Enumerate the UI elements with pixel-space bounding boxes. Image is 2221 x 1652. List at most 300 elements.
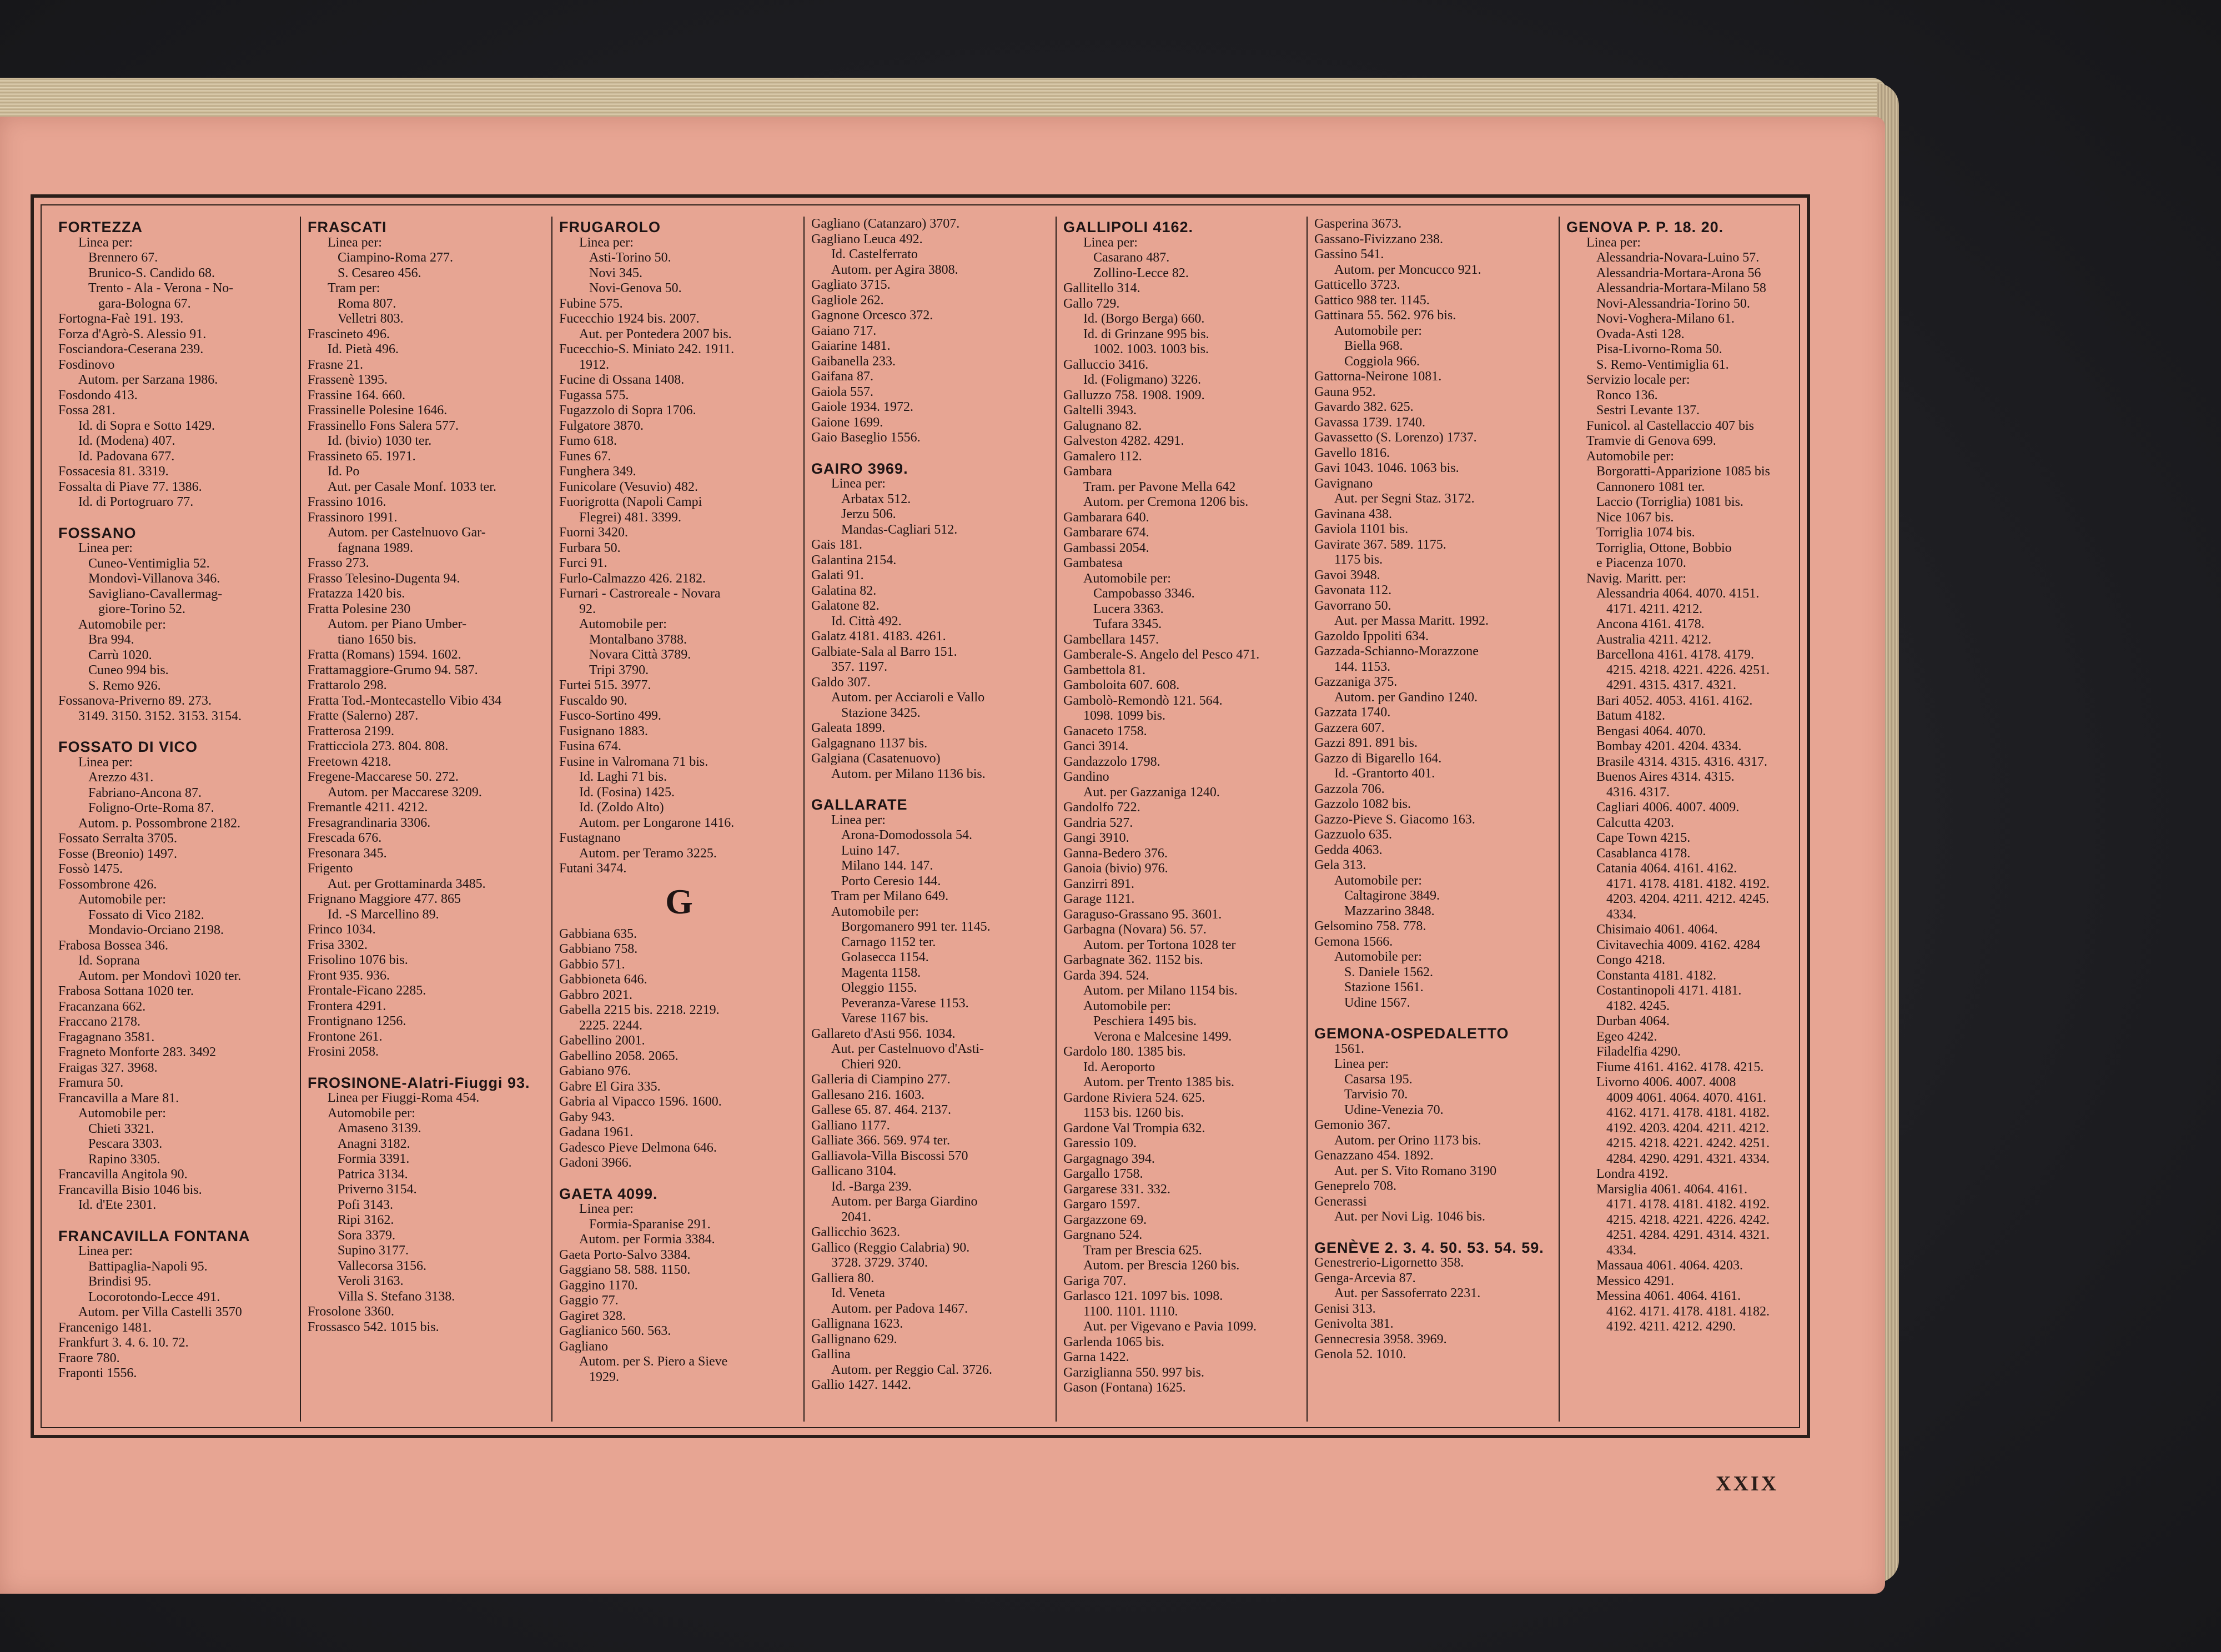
index-entry: Gardolo 180. 1385 bis. (1063, 1045, 1186, 1059)
index-entry: Id. Aeroporto (1083, 1060, 1155, 1074)
index-entry: Chieri 920. (841, 1057, 901, 1072)
index-entry: Gabiano 976. (559, 1064, 631, 1078)
index-entry: Novi-Genova 50. (589, 281, 682, 295)
index-entry: Gabbiano 758. (559, 942, 638, 956)
index-entry: Gavi 1043. 1046. 1063 bis. (1314, 461, 1459, 475)
index-entry: Gaiano 717. (811, 323, 877, 338)
index-entry: Frasso 273. (308, 556, 369, 570)
index-entry: Marsiglia 4061. 4064. 4161. (1596, 1182, 1747, 1197)
index-entry: Funghera 349. (559, 464, 636, 479)
index-entry: Frattamaggiore-Grumo 94. 587. (308, 662, 478, 677)
index-entry: Gambassi 2054. (1063, 540, 1149, 555)
index-entry: Furtei 515. 3977. (559, 678, 651, 692)
index-entry: 4215. 4218. 4221. 4242. 4251. (1606, 1136, 1770, 1151)
index-entry: Aut. per Gazzaniga 1240. (1083, 785, 1220, 800)
index-entry: Aut. per Segni Staz. 3172. (1334, 491, 1475, 506)
index-entry: 4171. 4211. 4212. (1606, 601, 1703, 616)
index-entry: Magenta 1158. (841, 965, 921, 980)
index-entry: 2041. (841, 1209, 871, 1224)
index-entry: Fracanzana 662. (58, 999, 146, 1014)
index-entry: Id. Castelferrato (831, 247, 918, 262)
index-entry: Linea per: (1334, 1057, 1389, 1071)
index-entry: Calcutta 4203. (1596, 815, 1674, 830)
index-entry: Peschiera 1495 bis. (1093, 1014, 1197, 1028)
index-entry: Fiume 4161. 4162. 4178. 4215. (1596, 1060, 1764, 1074)
index-entry: Fossombrone 426. (58, 877, 157, 892)
entry-heading: FORTEZZA (58, 219, 143, 235)
index-entry: Fregene-Maccarese 50. 272. (308, 770, 459, 784)
index-entry: Gallicchio 3623. (811, 1225, 900, 1239)
index-entry: Id. -Grantorto 401. (1334, 766, 1435, 781)
index-entry: 1002. 1003. 1003 bis. (1093, 342, 1209, 356)
index-entry: Linea per: (1586, 235, 1641, 250)
index-entry: Aut. per Vigevano e Pavia 1099. (1083, 1319, 1257, 1334)
entry-heading: FROSINONE-Alatri-Fiuggi 93. (308, 1074, 530, 1091)
index-entry: Casarsa 195. (1344, 1072, 1413, 1087)
index-entry: Id. (bivio) 1030 ter. (328, 434, 432, 448)
index-entry: Francavilla Bisio 1046 bis. (58, 1182, 202, 1197)
index-entry: Autom. per Milano 1154 bis. (1083, 983, 1238, 998)
index-entry: Galatone 82. (811, 599, 880, 613)
index-entry: Gavignano (1314, 476, 1373, 491)
index-entry: Fuorni 3420. (559, 525, 629, 540)
index-entry: Messico 4291. (1596, 1273, 1674, 1288)
index-entry: Galdo 307. (811, 675, 871, 690)
index-entry: Galati 91. (811, 568, 864, 583)
index-entry: Oleggio 1155. (841, 981, 917, 995)
index-entry: Gazzola 706. (1314, 781, 1385, 796)
index-entry: Gallio 1427. 1442. (811, 1378, 911, 1392)
index-entry: Gattorna-Neirone 1081. (1314, 369, 1442, 384)
index-entry: Gemona 1566. (1314, 934, 1393, 949)
index-entry: Brindisi 95. (88, 1274, 152, 1289)
index-entry: Galatina 82. (811, 583, 877, 598)
index-entry: Gabre El Gira 335. (559, 1079, 661, 1094)
index-entry: Gagnone Orcesco 372. (811, 308, 933, 323)
index-entry: Bombay 4201. 4204. 4334. (1596, 739, 1742, 754)
index-entry: Fortogna-Faè 191. 193. (58, 312, 184, 326)
index-entry: Casarano 487. (1093, 250, 1170, 265)
index-entry: Linea per Fiuggi-Roma 454. (328, 1091, 480, 1105)
index-entry: Frescada 676. (308, 831, 382, 845)
index-entry: Fragagnano 3581. (58, 1030, 155, 1045)
spacer (58, 510, 296, 523)
index-entry: Cuneo-Ventimiglia 52. (88, 556, 210, 571)
index-entry: Id. -S Marcellino 89. (328, 907, 439, 922)
index-entry: Luino 147. (841, 843, 900, 858)
index-entry: Roma 807. (338, 296, 396, 311)
index-entry: Gazzo-Pieve S. Giacomo 163. (1314, 812, 1475, 827)
index-entry: Gabbiana 635. (559, 926, 637, 941)
index-column (1559, 217, 1797, 1422)
index-entry: Borgomanero 991 ter. 1145. (841, 920, 991, 934)
index-entry: Francavilla Angitola 90. (58, 1167, 188, 1182)
spacer (1314, 1011, 1554, 1023)
index-entry: Ancona 4161. 4178. (1596, 617, 1705, 631)
index-entry: Milano 144. 147. (841, 858, 933, 873)
index-entry: Cape Town 4215. (1596, 831, 1691, 845)
index-entry: Fusina 674. (559, 739, 622, 754)
index-entry: fagnana 1989. (338, 540, 413, 555)
index-entry: 4171. 4178. 4181. 4182. 4192. (1606, 876, 1770, 891)
index-entry: 3149. 3150. 3152. 3153. 3154. (78, 709, 242, 724)
index-entry: Brunico-S. Candido 68. (88, 265, 215, 280)
index-entry: Gazoldo Ippoliti 634. (1314, 629, 1429, 644)
index-entry: Id. (Borgo Berga) 660. (1083, 312, 1205, 326)
index-entry: Gadoni 3966. (559, 1156, 632, 1170)
index-entry: Tramvie di Genova 699. (1586, 434, 1716, 448)
index-entry: Fraccano 2178. (58, 1015, 140, 1029)
index-entry: Brennero 67. (88, 250, 158, 265)
index-entry: Novara Città 3789. (589, 647, 691, 662)
index-column (300, 217, 547, 1422)
index-entry: Funicol. al Castellaccio 407 bis (1586, 418, 1754, 433)
index-entry: Gattinara 55. 562. 976 bis. (1314, 308, 1456, 323)
index-entry: Carnago 1152 ter. (841, 935, 936, 950)
index-entry: Furlo-Calmazzo 426. 2182. (559, 571, 706, 586)
index-entry: Galeata 1899. (811, 721, 886, 735)
index-entry: Autom. per Sarzana 1986. (78, 373, 218, 387)
index-entry: Garlasco 121. 1097 bis. 1098. (1063, 1289, 1223, 1303)
index-entry: Frattarolo 298. (308, 678, 387, 692)
index-entry: Alessandria-Mortara-Arona 56 (1596, 265, 1761, 280)
index-entry: Gaggiano 58. 588. 1150. (559, 1263, 691, 1277)
index-entry: Flegrei) 481. 3399. (579, 510, 681, 525)
index-entry: Galluccio 3416. (1063, 357, 1149, 372)
index-entry: Gabbioneta 646. (559, 972, 647, 987)
index-entry: Udine 1567. (1344, 995, 1410, 1010)
index-entry: S. Daniele 1562. (1344, 965, 1433, 980)
index-entry: Galatz 4181. 4183. 4261. (811, 629, 946, 644)
index-entry: Gallareto d'Asti 956. 1034. (811, 1026, 956, 1041)
index-entry: Id. Veneta (831, 1286, 885, 1300)
index-entry: Automobile per: (831, 904, 919, 919)
spacer (1314, 1225, 1554, 1237)
index-entry: Gambara (1063, 464, 1112, 479)
index-entry: 1098. 1099 bis. (1083, 709, 1166, 723)
index-entry: Bengasi 4064. 4070. (1596, 724, 1706, 739)
index-entry: Automobile per: (1334, 873, 1422, 888)
index-entry: Anagni 3182. (338, 1136, 410, 1151)
index-entry: Aut. per Casale Monf. 1033 ter. (328, 479, 496, 494)
index-entry: Gallico (Reggio Calabria) 90. (811, 1240, 970, 1255)
index-entry: Stazione 1561. (1344, 980, 1424, 995)
index-entry: Fossato Serralta 3705. (58, 831, 177, 846)
index-entry: Montalbano 3788. (589, 632, 687, 647)
index-entry: Autom. per Longarone 1416. (579, 815, 735, 830)
entry-heading: GENOVA P. P. 18. 20. (1566, 219, 1724, 235)
index-entry: Generassi (1314, 1194, 1367, 1209)
index-entry: Fusine in Valromana 71 bis. (559, 754, 708, 769)
index-entry: Novi-Voghera-Milano 61. (1596, 312, 1735, 326)
index-entry: Gagliato 3715. (811, 278, 891, 292)
index-entry: Buenos Aires 4314. 4315. (1596, 770, 1735, 784)
index-entry: Genazzano 454. 1892. (1314, 1148, 1434, 1163)
entry-heading: FRASCATI (308, 219, 387, 235)
index-entry: Arbatax 512. (841, 491, 911, 506)
index-entry: Australia 4211. 4212. (1596, 632, 1712, 647)
index-entry: Frassenè 1395. (308, 373, 388, 387)
index-entry: Id. di Sopra e Sotto 1429. (78, 418, 215, 433)
entry-heading: GALLARATE (811, 796, 908, 813)
index-entry: 92. (579, 601, 596, 616)
index-entry: Caltagirone 3849. (1344, 888, 1440, 903)
index-entry: Ciampino-Roma 277. (338, 250, 453, 265)
index-entry: Fresonara 345. (308, 846, 387, 861)
index-entry: Autom. per Mondovì 1020 ter. (78, 968, 242, 983)
entry-heading: FOSSANO (58, 524, 137, 541)
index-entry: Tram per Brescia 625. (1083, 1243, 1202, 1258)
index-entry: Fresagrandinaria 3306. (308, 815, 431, 830)
index-entry: 1175 bis. (1334, 553, 1383, 567)
index-entry: Gabria al Vipacco 1596. 1600. (559, 1094, 722, 1109)
index-entry: Forza d'Agrò-S. Alessio 91. (58, 327, 207, 342)
index-entry: Varese 1167 bis. (841, 1011, 929, 1026)
index-entry: Automobile per: (1083, 998, 1171, 1013)
index-entry: Autom. per Agira 3808. (831, 262, 958, 277)
index-entry: Gambarare 674. (1063, 525, 1149, 540)
index-entry: Fratte (Salerno) 287. (308, 709, 419, 723)
index-entry: Garbagnate 362. 1152 bis. (1063, 953, 1203, 967)
index-entry: Autom. per Villa Castelli 3570 (78, 1305, 242, 1319)
index-entry: Autom. per Brescia 1260 bis. (1083, 1258, 1240, 1273)
index-entry: Gargarese 331. 332. (1063, 1182, 1170, 1197)
index-entry: Autom. per Teramo 3225. (579, 846, 717, 861)
index-entry: Autom. per Acciaroli e Vallo (831, 690, 985, 705)
index-entry: Tram per: (328, 281, 380, 295)
index-entry: 4192. 4211. 4212. 4290. (1606, 1319, 1736, 1334)
index-entry: Fusignano 1883. (559, 724, 649, 739)
index-entry: S. Cesareo 456. (338, 265, 421, 280)
index-entry: Carrù 1020. (88, 647, 152, 662)
index-entry: Id. (Modena) 407. (78, 434, 175, 448)
spacer (58, 1213, 296, 1226)
index-entry: Gandino (1063, 770, 1109, 784)
index-table (31, 194, 1810, 1438)
index-entry: Id. Pietà 496. (328, 342, 399, 356)
index-entry: Gela 313. (1314, 858, 1366, 872)
index-entry: Autom. per Barga Giardino (831, 1194, 978, 1209)
index-entry: Cuneo 994 bis. (88, 663, 169, 677)
index-entry: Front 935. 936. (308, 968, 390, 983)
index-entry: Fraponti 1556. (58, 1366, 137, 1380)
index-entry: Gaglianico 560. 563. (559, 1324, 671, 1338)
index-entry: Futani 3474. (559, 861, 627, 876)
index-entry: 4334. (1606, 1243, 1636, 1258)
index-entry: Londra 4192. (1596, 1167, 1669, 1181)
index-entry: Linea per: (78, 1244, 133, 1258)
index-entry: Autom. per Moncucco 921. (1334, 262, 1481, 277)
index-entry: 4162. 4171. 4178. 4181. 4182. (1606, 1106, 1770, 1120)
index-entry: Gavassetto (S. Lorenzo) 1737. (1314, 430, 1477, 445)
index-entry: Fossanova-Priverno 89. 273. (58, 694, 212, 708)
index-entry: Gabbro 2021. (559, 987, 632, 1002)
index-entry: Galluzzo 758. 1908. 1909. (1063, 388, 1205, 403)
index-entry: Gambettola 81. (1063, 662, 1145, 677)
index-entry: Automobile per: (579, 617, 667, 631)
index-entry: Gardone Val Trompia 632. (1063, 1121, 1205, 1136)
index-column (551, 217, 799, 1422)
index-entry: Frontale-Ficano 2285. (308, 983, 426, 998)
index-entry: Frontera 4291. (308, 998, 386, 1013)
index-entry: Lucera 3363. (1093, 601, 1164, 616)
index-entry: Supino 3177. (338, 1243, 409, 1258)
index-entry: Autom. per Reggio Cal. 3726. (831, 1362, 992, 1377)
index-entry: Gazzuolo 635. (1314, 827, 1392, 842)
index-entry: 1561. (1334, 1041, 1364, 1056)
index-entry: Patrica 3134. (338, 1167, 408, 1182)
index-entry: Gabella 2215 bis. 2218. 2219. (559, 1003, 720, 1017)
index-entry: Galbiate-Sala al Barro 151. (811, 644, 957, 659)
index-entry: 4171. 4178. 4181. 4182. 4192. (1606, 1197, 1770, 1212)
entry-heading: GAETA 4099. (559, 1185, 658, 1202)
index-entry: Linea per: (579, 235, 634, 250)
index-entry: Ripi 3162. (338, 1213, 394, 1227)
index-entry: Priverno 3154. (338, 1182, 417, 1197)
index-entry: Gaby 943. (559, 1109, 615, 1124)
index-entry: Gandria 527. (1063, 815, 1133, 830)
index-entry: Fossa 281. (58, 403, 115, 418)
index-entry: Autom. per Tortona 1028 ter (1083, 937, 1236, 952)
page-block-edge (0, 78, 1888, 122)
index-entry: Fusco-Sortino 499. (559, 709, 662, 723)
index-entry: giore-Torino 52. (98, 602, 185, 616)
index-entry: Gabellino 2058. 2065. (559, 1048, 679, 1063)
index-entry: gara-Bologna 67. (98, 296, 191, 311)
index-entry: Gambarara 640. (1063, 510, 1149, 525)
entry-heading: FRUGAROLO (559, 219, 661, 235)
index-entry: Gallina (811, 1347, 851, 1362)
index-entry: Automobile per: (78, 617, 166, 632)
index-entry: Francenigo 1481. (58, 1320, 152, 1335)
index-entry: Ganna-Bedero 376. (1063, 846, 1168, 861)
index-entry: Gaifana 87. (811, 369, 873, 384)
index-entry: Furci 91. (559, 556, 607, 570)
index-entry: Civitavechia 4009. 4162. 4284 (1596, 937, 1761, 952)
index-entry: Verona e Malcesine 1499. (1093, 1029, 1232, 1044)
index-entry: Alessandria-Mortara-Milano 58 (1596, 281, 1766, 295)
index-table-inner-border (41, 204, 1800, 1428)
index-entry: Gagliano (Catanzaro) 3707. (811, 217, 960, 231)
index-entry: Gais 181. (811, 538, 862, 552)
index-entry: 1100. 1101. 1110. (1083, 1304, 1178, 1319)
index-entry: Frassinoro 1991. (308, 510, 398, 525)
index-entry: Gagliano (559, 1339, 608, 1354)
index-entry: Borgoratti-Apparizione 1085 bis (1596, 464, 1770, 479)
entry-heading: GEMONA-OSPEDALETTO (1314, 1025, 1509, 1042)
index-entry: Bari 4052. 4053. 4161. 4162. (1596, 693, 1753, 708)
index-entry: Gadesco Pieve Delmona 646. (559, 1140, 717, 1155)
index-entry: Locorotondo-Lecce 491. (88, 1289, 220, 1304)
entry-heading: GENÈVE 2. 3. 4. 50. 53. 54. 59. (1314, 1239, 1544, 1256)
index-entry: Frassine 164. 660. (308, 388, 405, 403)
index-entry: S. Remo-Ventimiglia 61. (1596, 357, 1729, 372)
index-entry: Gavonata 112. (1314, 583, 1392, 597)
index-entry: Gagliano Leuca 492. (811, 232, 923, 247)
index-entry: Gelsomino 758. 778. (1314, 919, 1426, 933)
spacer (559, 1171, 799, 1183)
index-entry: Fuscaldo 90. (559, 693, 627, 708)
index-entry: Novi 345. (589, 265, 642, 280)
index-entry: Automobile per: (328, 1106, 415, 1121)
index-entry: Aut. per Grottaminarda 3485. (328, 876, 486, 891)
index-entry: Id. di Grinzane 995 bis. (1083, 327, 1209, 342)
index-entry: Id. Laghi 71 bis. (579, 770, 667, 784)
index-entry: Alessandria-Novara-Luino 57. (1596, 250, 1760, 265)
index-entry: Gazzaniga 375. (1314, 675, 1398, 689)
index-entry: Gabellino 2001. (559, 1033, 645, 1048)
index-entry: Fosse (Breonio) 1497. (58, 846, 177, 861)
index-entry: 2225. 2244. (579, 1018, 642, 1033)
index-entry: Nice 1067 bis. (1596, 510, 1674, 525)
index-entry: Messina 4061. 4064. 4161. (1596, 1289, 1741, 1303)
index-entry: Stazione 3425. (841, 705, 921, 720)
index-entry: Mondovì-Villanova 346. (88, 571, 220, 586)
index-entry: Id. di Portogruaro 77. (78, 495, 194, 509)
index-entry: Zollino-Lecce 82. (1093, 265, 1189, 280)
section-letter: G (665, 881, 693, 921)
index-entry: Gargazzone 69. (1063, 1212, 1147, 1227)
index-entry: Linea per: (831, 476, 886, 491)
index-entry: Frosini 2058. (308, 1045, 379, 1059)
index-entry: Galliano 1177. (811, 1118, 890, 1133)
index-entry: Galantina 2154. (811, 553, 897, 568)
index-entry: Frassinelle Polesine 1646. (308, 403, 448, 418)
index-entry: Aut. per Massa Maritt. 1992. (1334, 614, 1489, 628)
index-entry: Torriglia 1074 bis. (1596, 525, 1695, 540)
index-entry: Gazzo di Bigarello 164. (1314, 751, 1442, 766)
index-entry: Gambolò-Remondò 121. 564. (1063, 693, 1223, 708)
index-entry: Gassino 541. (1314, 247, 1384, 262)
index-entry: Tripi 3790. (589, 662, 649, 677)
index-entry: Fucecchio-S. Miniato 242. 1911. (559, 342, 735, 356)
index-entry: Ganaceto 1758. (1063, 724, 1147, 739)
index-entry: Pescara 3303. (88, 1137, 163, 1151)
index-entry: Francavilla a Mare 81. (58, 1091, 179, 1106)
index-entry: Gavinana 438. (1314, 506, 1392, 521)
index-entry: Trento - Ala - Verona - No- (88, 281, 234, 295)
index-entry: Savigliano-Cavallermag- (88, 586, 223, 601)
index-entry: Fraigas 327. 3968. (58, 1060, 158, 1075)
index-entry: Frignano Maggiore 477. 865 (308, 892, 461, 906)
index-entry: Frontignano 1256. (308, 1014, 406, 1028)
index-entry: Garaguso-Grassano 95. 3601. (1063, 907, 1222, 922)
page-number: XXIX (1716, 1472, 1779, 1495)
index-entry: Fossò 1475. (58, 862, 123, 876)
index-entry: S. Remo 926. (88, 678, 161, 693)
index-entry: Fratta (Romans) 1594. 1602. (308, 647, 461, 662)
index-entry: Fratterosa 2199. (308, 724, 394, 739)
index-entry: Garna 1422. (1063, 1350, 1129, 1364)
index-entry: 4316. 4317. (1606, 785, 1670, 800)
index-entry: Massaua 4061. 4064. 4203. (1596, 1258, 1743, 1273)
entry-heading: GAIRO 3969. (811, 460, 908, 477)
index-entry: Frasne 21. (308, 357, 363, 372)
entry-heading: GALLIPOLI 4162. (1063, 219, 1194, 235)
index-entry: Filadelfia 4290. (1596, 1045, 1681, 1059)
index-entry: Gasperina 3673. (1314, 217, 1402, 231)
index-entry: Aut. per Sassoferrato 2231. (1334, 1286, 1481, 1300)
index-entry: Automobile per: (1083, 571, 1171, 586)
index-entry: Frassino 1016. (308, 495, 386, 509)
index-entry: Id. (Fosina) 1425. (579, 785, 675, 800)
index-entry: Gazzera 607. (1314, 720, 1385, 735)
index-entry: Automobile per: (1334, 950, 1422, 964)
index-entry: Autom. per Formia 3384. (579, 1232, 715, 1247)
index-entry: Gazzata 1740. (1314, 705, 1391, 720)
index-entry: Gavardo 382. 625. (1314, 400, 1414, 414)
index-entry: Galugnano 82. (1063, 418, 1142, 433)
